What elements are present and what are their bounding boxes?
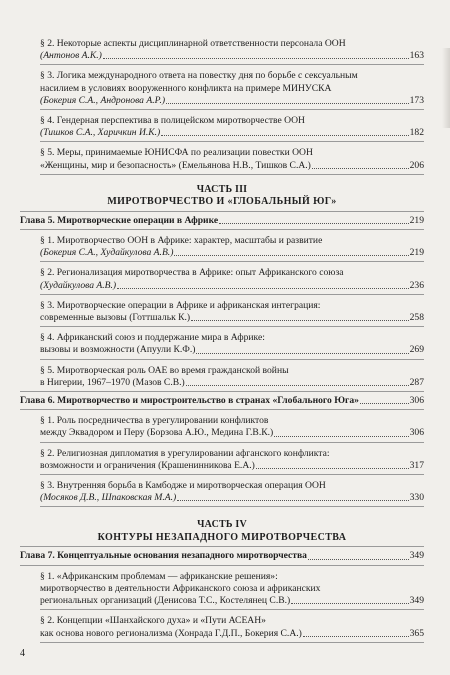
toc-entry-line: § 3. Внутренняя борьба в Камбодже и миротворческая операция ООН [40,480,326,492]
part-label: ЧАСТЬ IV [197,519,247,531]
toc-entry[interactable] [20,115,424,139]
chapter-title: Глава 6. Миротворчество и миростроительство в странах «Глобального Юга» [20,395,359,407]
toc-entry-line: § 5. Меры, принимаемые ЮНИСФА по реализации повестки ООН [40,147,313,159]
toc-page-number: 306 [409,427,424,439]
toc-entry-line: насилием в условиях вооруженного конфликта на примере МИНУСКА [40,82,332,94]
toc-chapter[interactable] [20,215,424,227]
toc-entry-line: § 1. «Африканским проблемам — африканские решения»: [40,570,278,582]
toc-entry-line: § 1. Миротворчество ООН в Африке: характер, масштабы и развитие [40,235,323,247]
toc-chapter[interactable] [20,395,424,407]
toc-entry-authors: вызовы и возможности (Апуули К.Ф.) [40,344,196,356]
toc-entry[interactable] [20,615,424,639]
toc-page-number: 163 [409,50,424,62]
toc-chapter[interactable] [20,550,424,562]
toc-entry[interactable] [20,38,424,62]
toc-entry-authors: между Эквадором и Перу (Борзова А.Ю., Медина Г.В.К.) [40,427,274,439]
toc-entry-line: § 4. Африканский союз и поддержание мира в Африке: [40,332,265,344]
toc-entry-line: миротворчество в деятельности Африканского союза и африканских [40,582,321,594]
toc-entry-line: § 3. Миротворческие операции в Африке и африканская интеграция: [40,299,321,311]
toc-entry-authors: современные вызовы (Готтшальк К.) [40,312,191,324]
toc-entry-authors: региональных организаций (Денисова Т.С., Костелянец С.В.) [40,595,291,607]
toc-page-number: 306 [409,395,424,407]
toc-entry-authors: (Мосяков Д.В., Шпаковская М.А.) [40,492,177,504]
toc-page-number: 330 [409,492,424,504]
toc-entry[interactable] [20,235,424,259]
toc-page-number: 236 [409,279,424,291]
toc-entry-authors: (Худайкулова А.В.) [40,279,117,291]
part-title: МИРОТВОРЧЕСТВО И «ГЛОБАЛЬНЫЙ ЮГ» [107,196,337,208]
toc-entry[interactable] [20,332,424,356]
toc-page-number: 219 [409,214,424,226]
chapter-title: Глава 7. Концептуальные основания незападного миротворчества [20,550,307,562]
chapter-title: Глава 5. Миротворческие операции в Африке [20,214,219,226]
toc-entry-line: § 2. Религиозная дипломатия в урегулировании афганского конфликта: [40,447,330,459]
toc-entry-line: § 1. Роль посредничества в урегулировании конфликтов [40,415,269,427]
toc-page-number: 258 [409,312,424,324]
toc-entry[interactable] [20,70,424,107]
toc-entry[interactable] [20,147,424,171]
toc-page-number: 317 [409,459,424,471]
toc-page-number: 219 [409,247,424,259]
toc-entry-authors: (Бокерия С.А., Худайкулова А.В.) [40,247,174,259]
toc-page-number: 182 [409,127,424,139]
toc-entry-line: § 5. Миротворческая роль ОАЕ во время гражданской войны [40,364,289,376]
divider [40,642,424,643]
toc-page-number: 287 [409,376,424,388]
toc-entry-line: § 3. Логика международного ответа на повестку дня по борьбе с сексуальным [40,70,358,82]
toc-page-number: 206 [409,159,424,171]
toc-page-number: 349 [409,550,424,562]
toc-page-number: 365 [409,627,424,639]
page-edge-shadow [442,48,450,128]
toc-page-number: 173 [409,94,424,106]
toc-entry-authors: (Антонов А.К.) [40,50,102,62]
toc-entry[interactable] [20,480,424,504]
toc-entry[interactable] [20,267,424,291]
toc-entry-line: § 2. Некоторые аспекты дисциплинарной ответственности персонала ООН [40,38,346,49]
table-of-contents [20,38,424,643]
part-label: ЧАСТЬ III [196,183,248,195]
toc-entry-authors: «Женщины, мир и безопасность» (Емельянова Н.В., Тишков С.А.) [40,159,311,171]
toc-entry-line: § 4. Гендерная перспектива в полицейском миротворчестве ООН [40,115,305,127]
toc-entry-authors: (Тишков С.А., Харичкин И.К.) [40,127,161,139]
toc-entry[interactable] [20,300,424,324]
toc-entry[interactable] [20,365,424,389]
toc-entry-authors: в Нигерии, 1967–1970 (Мазов С.В.) [40,376,185,388]
toc-entry-line: § 2. Регионализация миротворчества в Африке: опыт Африканского союза [40,267,344,279]
toc-entry-authors: возможности и ограничения (Крашенинникова Е.А.) [40,459,255,471]
part-title: КОНТУРЫ НЕЗАПАДНОГО МИРОТВОРЧЕСТВА [97,531,347,543]
toc-entry[interactable] [20,415,424,439]
toc-entry-authors: как основа нового регионализма (Хонрада Г.Д.П., Бокерия С.А.) [40,627,302,639]
toc-page-number: 269 [409,344,424,356]
toc-entry-authors: (Бокерия С.А., Андронова А.Р.) [40,94,166,106]
toc-entry-line: § 2. Концепции «Шанхайского духа» и «Пути АСЕАН» [40,615,266,627]
toc-entry[interactable] [20,571,424,608]
page-number: 4 [20,648,25,659]
toc-entry[interactable] [20,448,424,472]
toc-page-number: 349 [409,595,424,607]
